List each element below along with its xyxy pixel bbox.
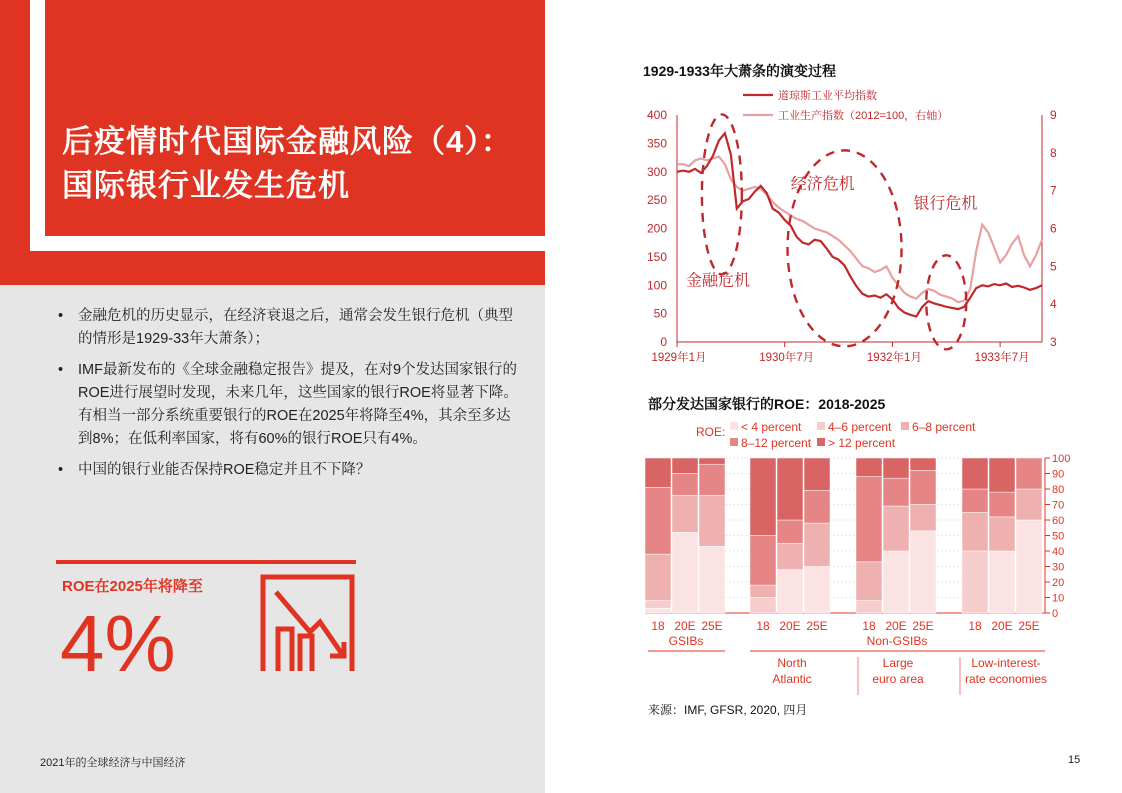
left-tick-label: 250 [646,193,667,208]
bullet-item: • 中国的银行业能否保持ROE稳定并且不下降？ [58,459,518,482]
bar-segment [699,495,725,546]
y-tick-label: 100 [1052,453,1071,465]
bullet-list [58,305,518,490]
bar-segment [910,458,936,470]
category-label: 25E [806,619,828,633]
bar-segment [699,464,725,495]
category-label: 18 [651,619,665,633]
left-tick-label: 400 [646,108,667,122]
category-label: 18 [756,619,770,633]
bar-segment [962,489,988,512]
left-tick-label: 150 [646,249,667,264]
left-tick-label: 300 [646,164,667,179]
bar-segment [883,458,909,478]
y-tick-label: 70 [1052,499,1065,512]
legend-label: 6–8 percent [912,420,976,434]
stat-divider [56,560,356,564]
bar-segment [645,458,671,487]
group-label: GSIBs [668,634,704,648]
category-label: 18 [968,619,982,633]
right-tick-label: 5 [1050,259,1057,274]
bar-segment [883,478,909,506]
category-label: 25E [1018,619,1040,633]
legend-label: < 4 percent [741,420,802,434]
bar-segment [750,585,776,597]
bar-segment [804,523,830,566]
region-label: North Atlantic [772,656,812,686]
bar-segment [645,554,671,601]
legend-label: 工业生产指数（2012=100，右轴） [778,110,949,122]
right-tick-label: 7 [1050,183,1057,198]
bar-segment [645,601,671,609]
stat-value: 4% [60,599,176,688]
x-tick-label: 1930年7月 [759,352,815,364]
category-label: 20E [779,619,801,633]
bar-segment [989,551,1015,613]
bar-segment [856,477,882,562]
bar-segment [989,492,1015,517]
y-tick-label: 20 [1052,577,1065,589]
bar-segment [989,517,1015,551]
right-tick-label: 3 [1050,335,1057,349]
bar-segment [804,458,830,491]
bar-segment [1016,458,1042,489]
y-tick-label: 50 [1052,530,1065,543]
left-tick-label: 0 [660,335,667,349]
bar-segment [777,543,803,569]
bar-segment [777,570,803,613]
page-title: 后疫情时代国际金融风险（4）：国际银行业发生危机 [62,124,513,203]
legend-label: 4–6 percent [828,420,892,434]
y-tick-label: 0 [1052,608,1059,620]
bar-segment [645,608,671,613]
left-panel [0,0,545,793]
y-tick-label: 80 [1052,484,1065,496]
bar-segment [962,458,988,489]
annotation-label: 银行危机 [913,195,978,213]
y-tick-label: 60 [1052,515,1065,527]
bar-segment [910,470,936,504]
right-tick-label: 9 [1050,108,1057,122]
y-tick-label: 40 [1052,546,1065,558]
legend-label: > 12 percent [828,436,896,450]
source-note: 来源：IMF, GFSR, 2020, 四月 [648,703,808,717]
legend-swatch [730,422,738,430]
bar-segment [1016,520,1042,613]
legend-label: 道琼斯工业平均指数 [778,90,877,102]
bar-segment [750,458,776,536]
annotation-label: 经济危机 [790,175,855,193]
banner-frame-bottom [30,236,545,251]
bar-segment [699,458,725,464]
group-label: Non-GSIBs [866,634,928,648]
roe-stacked-bar-chart [630,415,1080,695]
bar-segment [856,601,882,613]
bar-segment [962,551,988,613]
category-label: 20E [885,619,907,633]
bar-segment [777,458,803,520]
y-tick-label: 90 [1052,468,1065,481]
left-tick-label: 50 [653,306,667,321]
bar-segment [804,491,830,524]
bar-segment [777,520,803,543]
bar-segment [962,512,988,551]
page-number: 15 [1068,754,1081,766]
bar-segment [672,458,698,474]
x-tick-label: 1933年7月 [974,352,1030,364]
bar-segment [883,506,909,551]
legend-label: 8–12 percent [741,436,812,450]
bullet-item: • 金融危机的历史显示，在经济衰退之后，通常会发生银行危机（典型的情形是1929-33年大萧条）； [58,305,518,351]
legend-swatch [901,422,909,430]
y-tick-label: 10 [1052,592,1065,605]
bar-segment [910,505,936,531]
declining-chart-icon [260,574,355,674]
right-tick-label: 8 [1050,145,1057,160]
bar-segment [672,474,698,496]
legend-swatch [817,438,825,446]
bar-segment [750,536,776,586]
bar-segment [856,458,882,477]
legend-title: ROE: [696,425,726,439]
right-tick-label: 4 [1050,297,1057,312]
bar-segment [645,487,671,554]
left-tick-label: 100 [646,278,667,293]
bar-segment [750,598,776,614]
left-tick-label: 200 [646,221,667,236]
bar-segment [883,551,909,613]
footer-title: 2021年的全球经济与中国经济 [40,757,186,769]
x-tick-label: 1932年1月 [866,352,922,364]
bar-segment [989,458,1015,492]
bar-segment [672,495,698,532]
category-label: 20E [674,619,696,633]
banner-frame-left [30,0,45,251]
bar-segment [804,567,830,614]
category-label: 25E [701,619,723,633]
bar-segment [856,562,882,601]
right-tick-label: 6 [1050,221,1057,236]
depression-line-chart [630,80,1080,380]
legend-swatch [730,438,738,446]
chart1-title: 1929-1933年大萧条的演变过程 [643,63,836,79]
region-label: Low-interest-rate economies [964,656,1048,686]
category-label: 20E [991,619,1013,633]
bar-segment [1016,489,1042,520]
chart2-title: 部分发达国家银行的ROE：2018-2025 [648,396,886,412]
stat-label: ROE在2025年将降至 [62,578,203,595]
annotation-label: 金融危机 [685,272,750,290]
region-label: Large euro area [872,656,924,686]
bar-segment [699,546,725,613]
left-tick-label: 350 [646,136,667,151]
legend-swatch [817,422,825,430]
bar-segment [910,531,936,613]
bar-segment [672,532,698,613]
bullet-item: • IMF最新发布的《全球金融稳定报告》提及，在对9个发达国家银行的ROE进行展望时发现，未来几年，这些国家的银行ROE将显著下降。有相当一部分系统重要银行的ROE在2025年将降至4%，其余至多达到8%；在低利率国家，将有60%的银行ROE只有4%。 [58,359,518,451]
x-tick-label: 1929年1月 [651,352,707,364]
category-label: 18 [862,619,876,633]
y-tick-label: 30 [1052,561,1065,574]
category-label: 25E [912,619,934,633]
